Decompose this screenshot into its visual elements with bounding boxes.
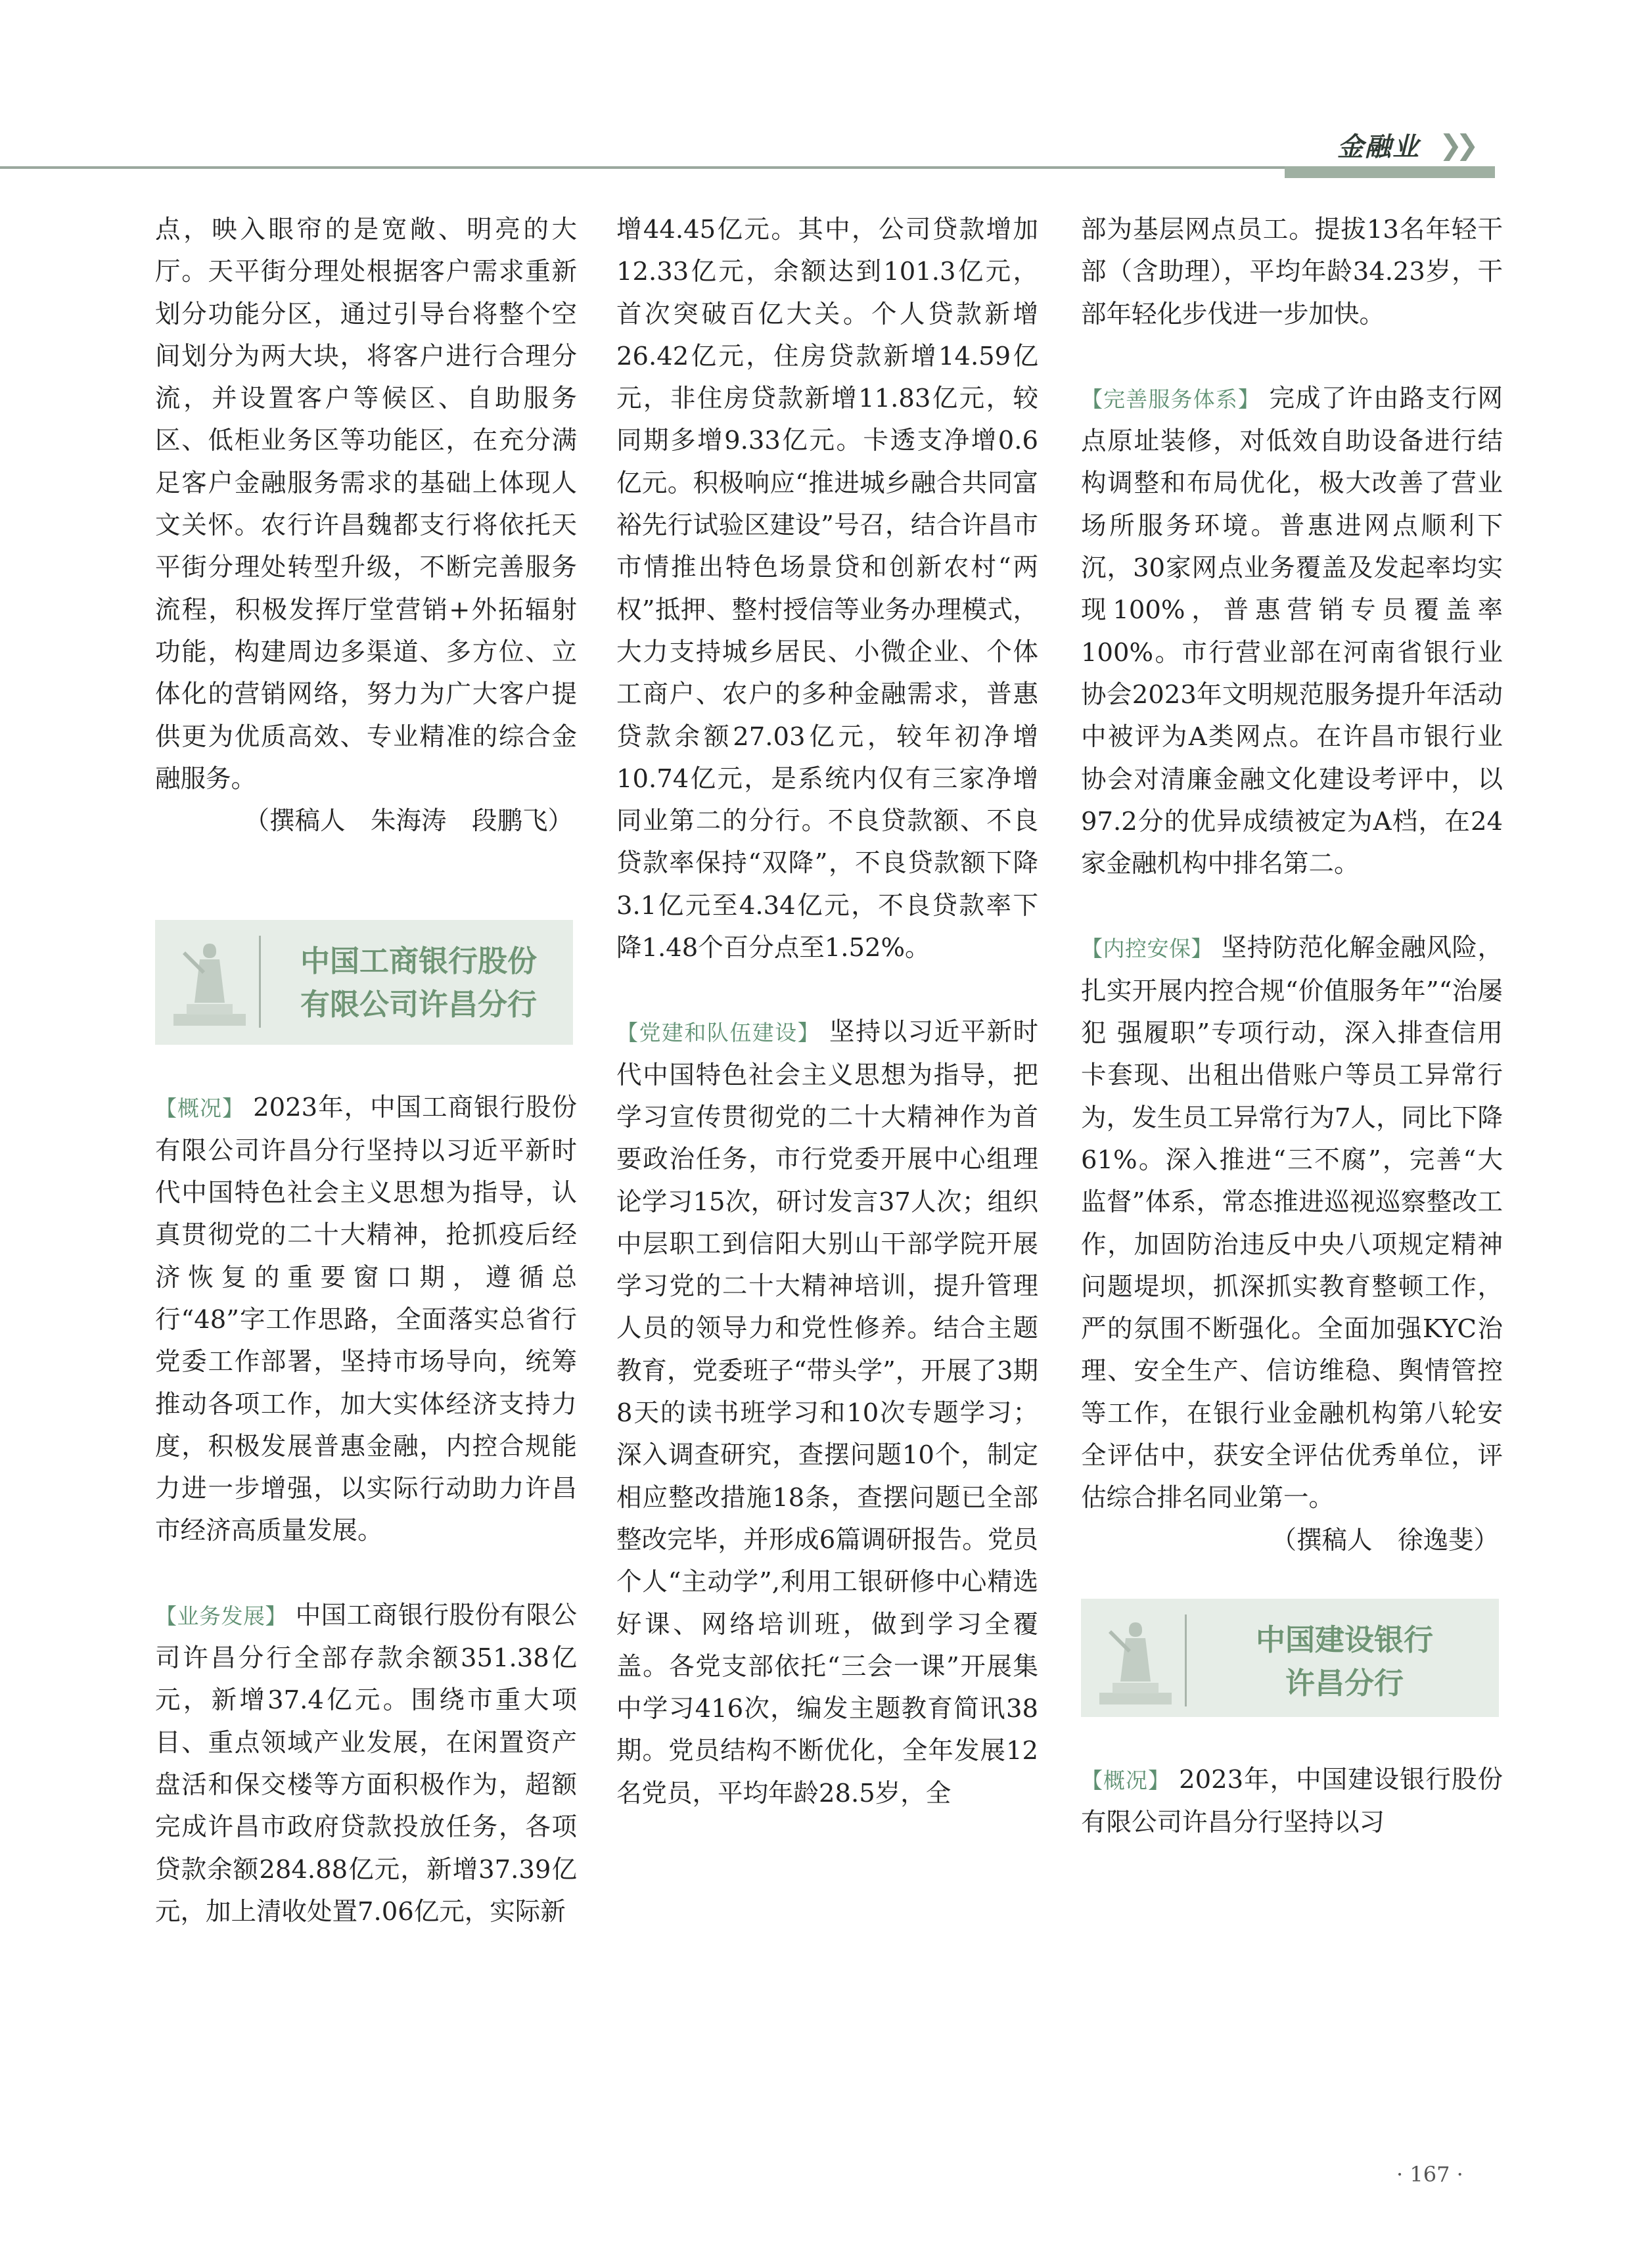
paragraph-text: 2023年，中国工商银行股份有限公司许昌分行坚持以习近平新时代中国特色社会主义思想为指导，认真贯彻党的二十大精神，抢抓疫后经济恢复的重要窗口期，遵循总行“48”字工作思路，全面落实总省行党委工作部署，坚持市场导向，统筹推动各项工作，加大实体经济支持力度，积极发展普惠金融，内控合规能力进一步增强，以实际行动助力许昌市经济高质量发展。 — [155, 1093, 577, 1546]
bank-name-line: 许昌分行 — [1285, 1665, 1404, 1701]
section-tag: 【党建和队伍建设】 — [616, 1020, 821, 1046]
banner-divider — [1185, 1614, 1187, 1706]
paragraph-text: 中国工商银行股份有限公司许昌分行全部存款余额351.38亿元，新增37.4亿元。围绕市重大项目、重点领域产业发展，在闲置资产盘活和保交楼等方面积极作为，超额完成许昌市政府贷款投放任务，各项贷款余额284.88亿元，新增37.39亿元，加上清收处置7.06亿元，实际新 — [155, 1600, 577, 1927]
section-tag: 【完善服务体系】 — [1081, 386, 1261, 412]
paragraph — [1081, 1759, 1503, 1844]
paragraph — [155, 1087, 577, 1552]
paragraph-text: 完成了许由路支行网点原址装修，对低效自助设备进行结构调整和布局优化，极大改善了营业场所服务环境。普惠进网点顺利下沉，30家网点业务覆盖及发起率均实现100%，普惠营销专员覆盖率100%。市行营业部在河南省银行业协会2023年文明规范服务提升年活动中被评为A类网点。在许昌市银行业协会对清廉金融文化建设考评中，以97.2分的优异成绩被定为A档，在24家金融机构中排名第二。 — [1081, 383, 1503, 879]
paragraph — [155, 1595, 577, 1933]
double-chevron-icon: ❯❯ — [1439, 129, 1473, 161]
section-banner-ccb — [1081, 1599, 1499, 1717]
bank-name-line: 有限公司许昌分行 — [300, 987, 537, 1022]
statue-icon — [1093, 1611, 1178, 1709]
header-accent-bar — [1285, 166, 1495, 178]
bank-name-line: 中国建设银行 — [1255, 1622, 1433, 1657]
section-title: 金融业 — [1337, 132, 1420, 162]
section-tag: 【概况】 — [155, 1095, 244, 1122]
column-2 — [616, 209, 1038, 1815]
section-tag: 【业务发展】 — [155, 1603, 287, 1629]
paragraph — [616, 1011, 1038, 1815]
author-credit: （撰稿人 徐逸斐） — [1271, 1525, 1499, 1555]
paragraph: 点，映入眼帘的是宽敞、明亮的大厅。天平街分理处根据客户需求重新划分功能分区，通过引导台将整个空间划分为两大块，将客户进行合理分流，并设置客户等候区、自助服务区、低柜业务区等功能区，在充分满足客户金融服务需求的基础上体现人文关怀。农行许昌魏都支行将依托天平街分理处转型升级，不断完善服务流程，积极发挥厅堂营销+外拓辐射功能，构建周边多渠道、多方位、立体化的营销网络，努力为广大客户提供更为优质高效、专业精准的综合金融服务。 — [155, 215, 577, 794]
banner-divider — [259, 936, 261, 1028]
paragraph — [1081, 927, 1503, 1519]
paragraph-text: 坚持防范化解金融风险，扎实开展内控合规“价值服务年”“治屡犯 强履职”专项行动，深入排查信用卡套现、出租出借账户等员工异常行为，发生员工异常行为7人，同比下降61%。深入推进“三不腐”，完善“大监督”体系，常态推进巡视巡察整改工作，加固防治违反中央八项规定精神问题堤坝，抓深抓实教育整顿工作，严的氛围不断强化。全面加强KYC治理、安全生产、信访维稳、舆情管控等工作，在银行业金融机构第八轮安全评估中，获安全评估优秀单位，评估综合排名同业第一。 — [1081, 933, 1503, 1513]
paragraph: 增44.45亿元。其中，公司贷款增加12.33亿元，余额达到101.3亿元，首次突破百亿大关。个人贷款新增26.42亿元，住房贷款新增14.59亿元，非住房贷款新增11.83亿元，较同期多增9.33亿元。卡透支净增0.6亿元。积极响应“推进城乡融合共同富裕先行试验区建设”号召，结合许昌市市情推出特色场景贷和创新农村“两权”抵押、整村授信等业务办理模式，大力支持城乡居民、小微企业、个体工商户、农户的多种金融需求，普惠贷款余额27.03亿元，较年初净增10.74亿元，是系统内仅有三家净增同业第二的分行。不良贷款额、不良贷款率保持“双降”，不良贷款额下降3.1亿元至4.34亿元，不良贷款率下降1.48个百分点至1.52%。 — [616, 215, 1038, 963]
page-number: · 167 · — [1396, 2162, 1463, 2187]
paragraph-text: 2023年，中国建设银行股份有限公司许昌分行坚持以习 — [1081, 1764, 1503, 1838]
section-tag: 【内控安保】 — [1081, 936, 1213, 962]
paragraph-text: 坚持以习近平新时代中国特色社会主义思想为指导，把学习宣传贯彻党的二十大精神作为首要政治任务，市行党委开展中心组理论学习15次，研讨发言37人次；组织中层职工到信阳大别山干部学院开展学习党的二十大精神培训，提升管理人员的领导力和党性修养。结合主题教育，党委班子“带头学”，开展了3期8天的读书班学习和10次专题学习；深入调查研究，查摆问题10个，制定相应整改措施18条，查摆问题已全部整改完毕，并形成6篇调研报告。党员个人“主动学”,利用工银研修中心精选好课、网络培训班，做到学习全覆盖。各党支部依托“三会一课”开展集中学习416次，编发主题教育简讯38期。党员结构不断优化，全年发展12名党员，平均年龄28.5岁，全 — [616, 1017, 1038, 1808]
column-3 — [1081, 209, 1503, 1844]
statue-icon — [167, 932, 252, 1030]
bank-name — [1197, 1618, 1492, 1705]
author-credit: （撰稿人 朱海涛 段鹏飞） — [244, 806, 573, 836]
paragraph: 部为基层网点员工。提拔13名年轻干部（含助理），平均年龄34.23岁，干部年轻化步伐进一步加快。 — [1081, 215, 1503, 329]
paragraph — [1081, 378, 1503, 886]
column-1 — [155, 209, 577, 1933]
bank-name-line: 中国工商银行股份 — [300, 944, 537, 979]
section-tag: 【概况】 — [1081, 1767, 1170, 1793]
section-banner-icbc — [155, 920, 573, 1045]
header-rule — [0, 166, 1298, 169]
bank-name — [271, 940, 566, 1026]
